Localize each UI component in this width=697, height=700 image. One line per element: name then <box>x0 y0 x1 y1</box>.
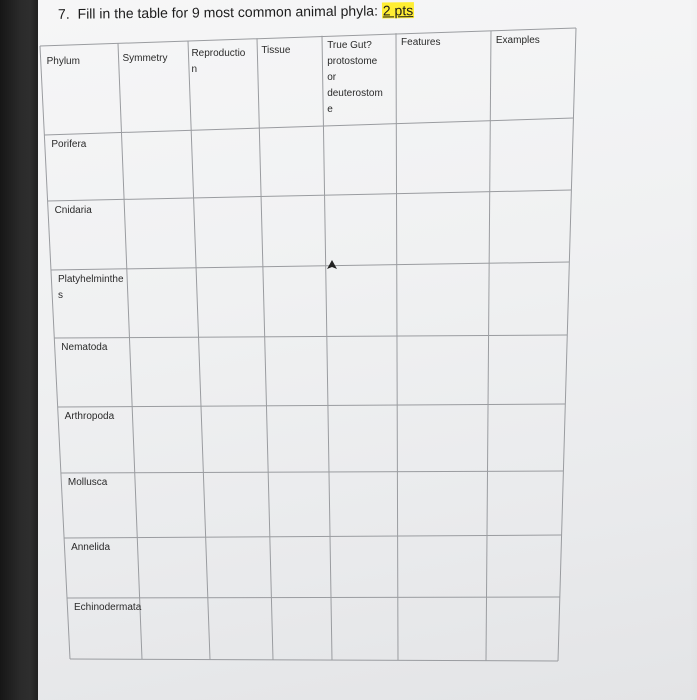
phylum-row-label: Annelida <box>71 542 110 553</box>
table-column-line <box>486 31 491 661</box>
phylum-row-label: Echinodermata <box>74 602 142 613</box>
table-row-line <box>48 190 572 201</box>
table-row-line <box>44 118 573 135</box>
table-header-cell: Tissue <box>261 45 291 57</box>
question-number: 7. <box>57 5 70 22</box>
phylum-row-label: Platyhelminthe s <box>57 274 124 301</box>
phylum-row-label: Cnidaria <box>54 205 92 216</box>
table-column-line <box>118 43 142 659</box>
question-text: Fill in the table for 9 most common animal phyla: <box>77 2 379 22</box>
table-row-line <box>58 404 566 407</box>
table-row-line <box>51 262 569 270</box>
table-row-line <box>70 659 558 661</box>
phylum-row-label: Nematoda <box>61 342 108 353</box>
table-column-line <box>322 36 332 660</box>
points-badge: 2 pts <box>382 2 414 19</box>
table-row-line <box>61 471 564 473</box>
table-header-cell: Reproductio n <box>191 47 246 75</box>
mouse-pointer-icon <box>326 259 338 271</box>
table-header-cell: Symmetry <box>122 53 168 65</box>
table-header-cell: True Gut? protostome or deuterostom e <box>327 39 383 115</box>
table-header-cell: Features <box>401 37 441 49</box>
table-column-line <box>396 33 398 660</box>
table-row-line <box>67 597 560 598</box>
table-column-line <box>558 28 576 661</box>
table-header-cell: Examples <box>495 34 540 46</box>
phylum-row-label: Mollusca <box>67 477 108 488</box>
table-header-cell: Phylum <box>46 56 80 67</box>
phylum-row-label: Arthropoda <box>64 411 115 422</box>
phylum-row-label: Porifera <box>51 139 87 150</box>
table-column-line <box>257 38 273 660</box>
table-row-line <box>54 335 567 338</box>
table-column-line <box>188 41 210 660</box>
